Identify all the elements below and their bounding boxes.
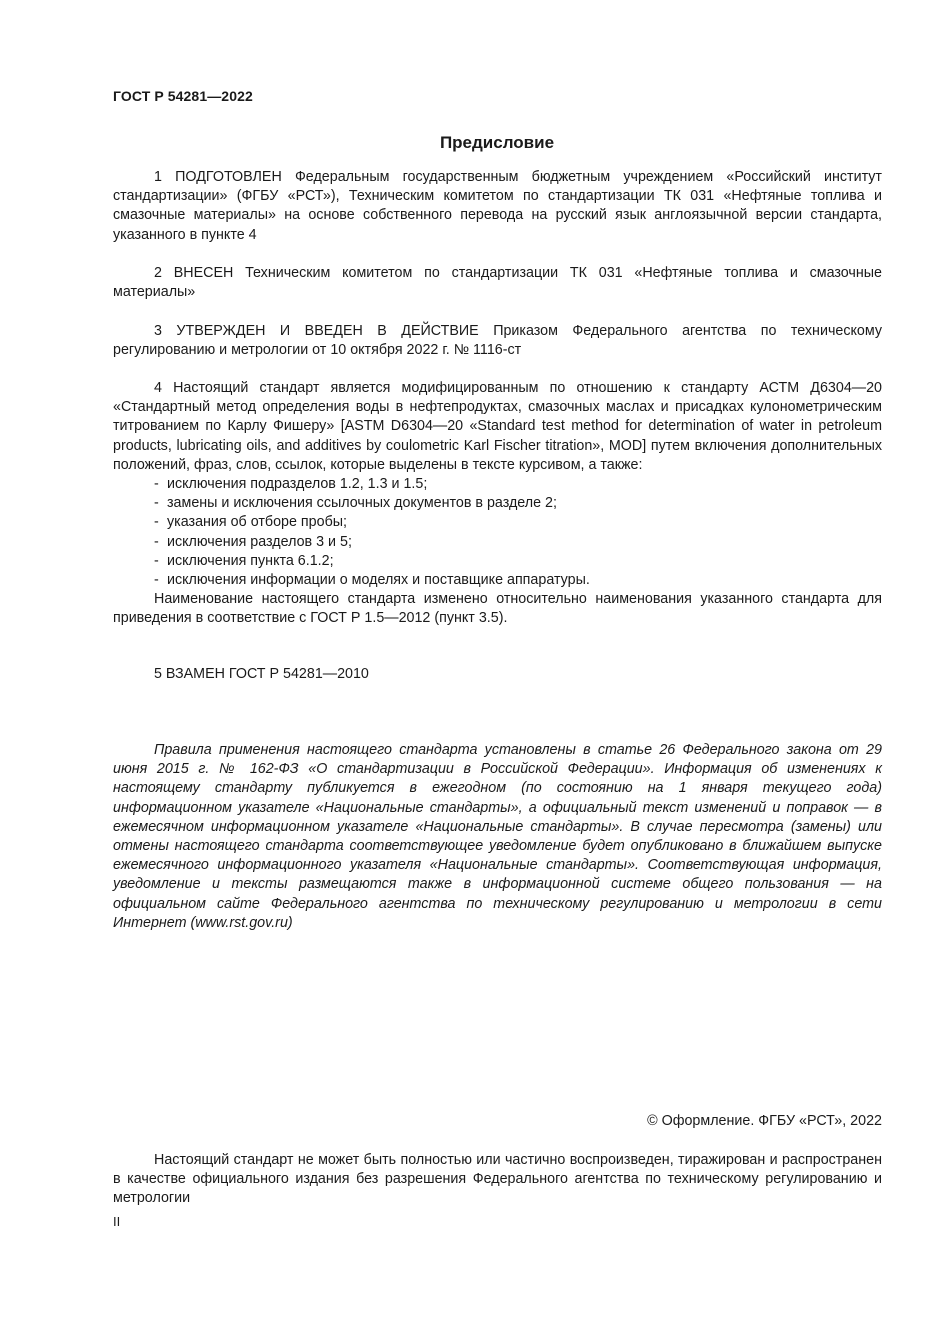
list-marker: - [154, 476, 159, 493]
item-4-note: Наименование настоящего стандарта изменено относительно наименования указанного стандарта для приведения в соответствие с ГОСТ Р 1.5—2012 (пункт 3.5). [113, 591, 882, 627]
list-item: - замены и исключения ссылочных документов в разделе 2; [113, 494, 882, 513]
list-marker: - [154, 495, 159, 512]
item-2-text: 2 ВНЕСЕН Техническим комитетом по стандартизации ТК 031 «Нефтяные топлива и смазочные материалы» [113, 265, 882, 301]
list-item: - исключения подразделов 1.2, 1.3 и 1.5; [113, 475, 882, 494]
item-5 [113, 665, 882, 684]
item-4-text: 4 Настоящий стандарт является модифицированным по отношению к стандарту АСТМ Д6304—20 «Стандартный метод определения воды в нефтепродуктах, смазочных маслах и присадках кулонометрическим титрованием по Карлу Фишеру» [ASTM D6304—20 «Standard test method for determination of water in petroleum products, lubricating oils, and additives by coulometric Karl Fischer titration», MOD] путем включения дополнительных положений, фраз, слов, ссылок, которые выделены в тексте курсивом, а также: [113, 380, 882, 473]
item-3 [113, 322, 882, 360]
list-marker: - [154, 533, 159, 550]
item-2 [113, 264, 882, 302]
page-number: II [113, 1214, 121, 1229]
list-item: - исключения пункта 6.1.2; [113, 552, 882, 571]
list-marker: - [154, 572, 159, 589]
item-3-text: 3 УТВЕРЖДЕН И ВВЕДЕН В ДЕЙСТВИЕ Приказом Федерального агентства по техническому регулированию и метрологии от 10 октября 2022 г. № 1116-ст [113, 323, 882, 359]
list-marker: - [154, 514, 159, 531]
item-4 [113, 379, 882, 629]
document-code: ГОСТ Р 54281—2022 [113, 88, 253, 104]
page-title: Предисловие [439, 133, 555, 152]
item-4-list [113, 475, 882, 590]
reproduction-notice: Настоящий стандарт не может быть полностью или частично воспроизведен, тиражирован и распространен в качестве официального издания без разрешения Федерального агентства по техническому регулированию и метрологии [113, 1152, 882, 1207]
copyright-line: © Оформление. ФГБУ «РСТ», 2022 [647, 1113, 882, 1129]
list-marker: - [154, 552, 159, 569]
list-item: - исключения разделов 3 и 5; [113, 533, 882, 552]
item-1 [113, 168, 882, 245]
application-rules-text: Правила применения настоящего стандарта установлены в статье 26 Федерального закона от 29 июня 2015 г. № 162-ФЗ «О стандартизации в Российской Федерации». Информация об изменениях к настоящему стандарту публикуется в ежегодном (по состоянию на 1 января текущего года) информационном указателе «Национальные стандарты», а официальный текст изменений и поправок — в ежемесячном информационном указателе «Национальные стандарты». В случае пересмотра (замены) или отмены настоящего стандарта соответствующее уведомление будет опубликовано в ближайшем выпуске ежемесячного информационного указателя «Национальные стандарты». Соответствующая информация, уведомление и тексты размещаются также в информационной системе общего пользования — на официальном сайте Федерального агентства по техническому регулированию и метрологии в сети Интернет (www.rst.gov.ru) [113, 742, 882, 931]
item-1-text: 1 ПОДГОТОВЛЕН Федеральным государственным бюджетным учреждением «Российский институт стандартизации» (ФГБУ «РСТ»), Техническим комитетом по стандартизации ТК 031 «Нефтяные топлива и смазочные материалы» на основе собственного перевода на русский язык англоязычной версии стандарта, указанного в пункте 4 [113, 169, 882, 243]
list-item: - указания об отборе пробы; [113, 513, 882, 532]
list-item: - исключения информации о моделях и поставщике аппаратуры. [113, 571, 882, 590]
item-5-text: 5 ВЗАМЕН ГОСТ Р 54281—2010 [154, 666, 369, 682]
